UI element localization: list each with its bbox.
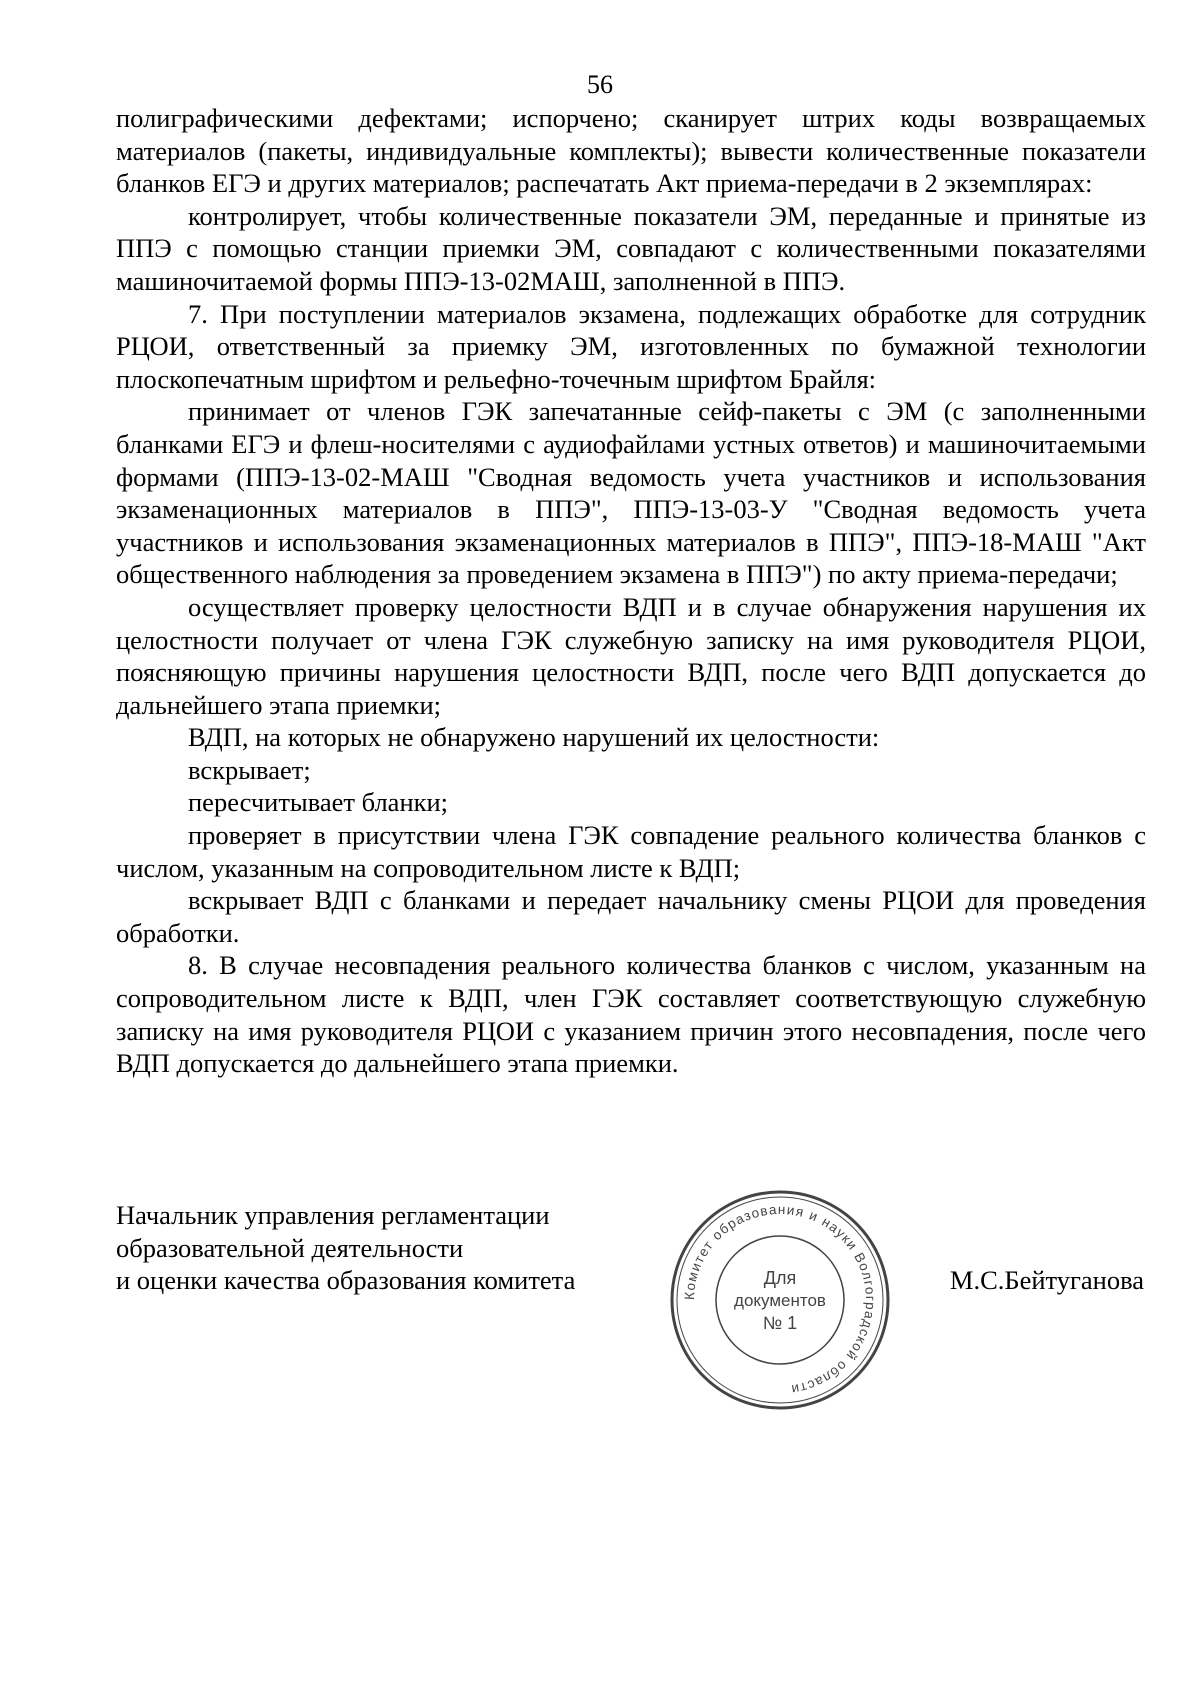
- page-number: 56: [587, 70, 613, 99]
- paragraph: 7. При поступлении материалов экзамена, подлежащих обработке для сотрудник РЦОИ, ответственный за приемку ЭМ, изготовленных по бумажной технологии плоскопечатным шрифтом и рельефно-точечным шрифтом Брайля:: [116, 298, 1146, 394]
- stamp-center-text: документов: [734, 1291, 826, 1310]
- paragraph: ВДП, на которых не обнаружено нарушений их целостности:: [188, 722, 880, 753]
- paragraph: 8. В случае несовпадения реального количества бланков с числом, указанным на сопроводительном листе к ВДП, член ГЭК составляет соответствующую служебную записку на имя руководителя РЦОИ с указанием причин этого несовпадения, после чего ВДП допускается до дальнейшего этапа приемки.: [116, 950, 1146, 1079]
- signatory-position-line: и оценки качества образования комитета: [116, 1265, 576, 1296]
- paragraph: вскрывает ВДП с бланками и передает начальнику смены РЦОИ для проведения обработки.: [116, 885, 1146, 948]
- official-stamp: [664, 1184, 896, 1416]
- stamp-center-text: № 1: [762, 1313, 798, 1333]
- paragraph: осуществляет проверку целостности ВДП и в случае обнаружения нарушения их целостности получает от члена ГЭК служебную записку на имя руководителя РЦОИ, поясняющую причины нарушения целостности ВДП, после чего ВДП допускается до дальнейшего этапа приемки;: [116, 591, 1146, 720]
- paragraph: полиграфическими дефектами; испорчено; сканирует штрих коды возвращаемых материалов (пакеты, индивидуальные комплекты); вывести количественные показатели бланков ЕГЭ и других материалов; распечатать Акт приема-передачи в 2 экземплярах:: [116, 103, 1146, 199]
- signatory-position-line: образовательной деятельности: [116, 1232, 464, 1263]
- signatory-position-line: Начальник управления регламентации: [116, 1200, 550, 1230]
- paragraph: контролирует, чтобы количественные показатели ЭМ, переданные и принятые из ППЭ с помощью станции приемки ЭМ, совпадают с количественными показателями машиночитаемой формы ППЭ-13-02МАШ, заполненной в ППЭ.: [116, 200, 1146, 296]
- paragraph: принимает от членов ГЭК запечатанные сейф-пакеты с ЭМ (с заполненными бланками ЕГЭ и флеш-носителями с аудиофайлами устных ответов) и машиночитаемыми формами (ППЭ-13-02-МАШ "Сводная ведомость учета участников и использования экзаменационных материалов в ППЭ", ППЭ-13-03-У "Сводная ведомость учета участников и использования экзаменационных материалов в ППЭ", ППЭ-18-МАШ "Акт общественного наблюдения за проведением экзамена в ППЭ") по акту приема-передачи;: [116, 396, 1146, 590]
- paragraph: вскрывает;: [188, 754, 311, 785]
- signatory-position: [116, 1199, 575, 1297]
- stamp-center-text: Для: [763, 1268, 797, 1288]
- stamp-ring-text: Комитет образования и науки Волгоградской области: [681, 1201, 879, 1398]
- document-body: [116, 102, 1146, 1080]
- paragraph: проверяет в присутствии члена ГЭК совпадение реального количества бланков с числом, указанным на сопроводительном листе к ВДП;: [116, 820, 1146, 883]
- paragraph: пересчитывает бланки;: [188, 787, 449, 818]
- signatory-name: М.С.Бейтуганова: [949, 1265, 1144, 1295]
